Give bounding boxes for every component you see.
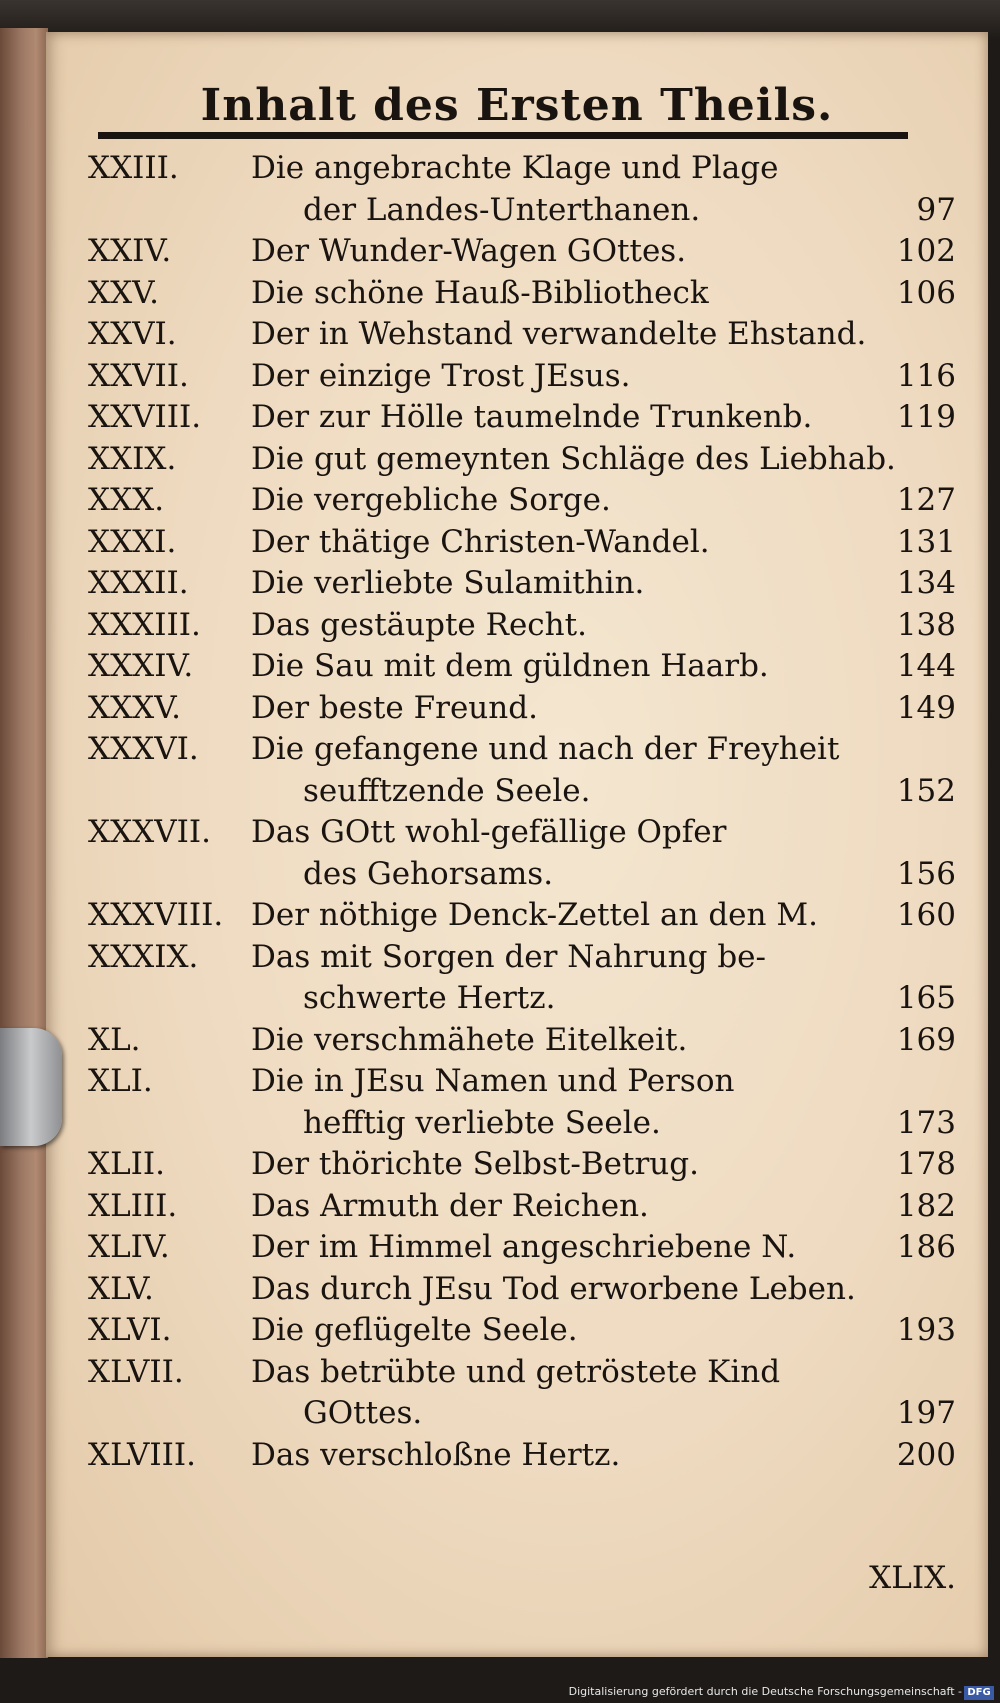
entry-title: Der nöthige Denck-Zettel an den M. bbox=[251, 897, 818, 933]
entry-number: XXXVII. bbox=[88, 814, 211, 850]
entry-page-number: 186 bbox=[896, 1229, 956, 1265]
entry-page-number: 116 bbox=[896, 357, 956, 394]
entry-title: Die verliebte Sulamithin. bbox=[251, 565, 645, 601]
entry-number: XLVII. bbox=[88, 1353, 184, 1390]
entry-title: des Gehorsams. bbox=[303, 855, 554, 892]
entry-number: XXXVIII. bbox=[88, 897, 224, 933]
entry-number: XLIV. bbox=[88, 1229, 170, 1265]
toc-entry bbox=[46, 441, 988, 483]
entry-title: Der thätige Christen-Wandel. bbox=[251, 523, 710, 560]
entry-page-number: 106 bbox=[896, 274, 956, 311]
toc-entry bbox=[46, 897, 988, 939]
entry-number: XXXVI. bbox=[88, 731, 199, 767]
entry-number: XLV. bbox=[88, 1270, 154, 1307]
entry-page-number: 165 bbox=[896, 980, 956, 1016]
entry-title: hefftig verliebte Seele. bbox=[303, 1104, 661, 1141]
book-clasp bbox=[0, 1028, 62, 1146]
book-page bbox=[46, 32, 988, 1657]
toc-entry bbox=[46, 607, 988, 649]
toc-entry bbox=[46, 690, 988, 732]
entry-number: XXIV. bbox=[88, 233, 172, 269]
entry-title: Die gefangene und nach der Freyheit bbox=[251, 731, 840, 767]
entry-page-number: 173 bbox=[896, 1104, 956, 1141]
entry-title: der Landes-Unterthanen. bbox=[303, 191, 701, 228]
entry-title: Das Armuth der Reichen. bbox=[251, 1187, 649, 1224]
page-header: Inhalt des Ersten Theils. bbox=[200, 80, 834, 131]
entry-page-number: 138 bbox=[896, 606, 956, 643]
toc-entry bbox=[46, 233, 988, 275]
entry-title: Das mit Sorgen der Nahrung be- bbox=[251, 938, 766, 975]
entry-page-number: 152 bbox=[896, 772, 956, 809]
toc-entry bbox=[46, 1271, 988, 1313]
entry-number: XL. bbox=[88, 1021, 141, 1058]
entry-title: Die vergebliche Sorge. bbox=[251, 482, 611, 518]
entry-page-number: 131 bbox=[896, 523, 956, 560]
toc-entry bbox=[46, 316, 988, 358]
header-rule bbox=[98, 132, 908, 139]
toc-entry bbox=[46, 1229, 988, 1271]
entry-page-number: 160 bbox=[896, 897, 956, 933]
entry-page-number: 178 bbox=[896, 1146, 956, 1182]
entry-number: XLII. bbox=[88, 1146, 166, 1182]
toc-entry bbox=[46, 939, 988, 1022]
entry-title: Der in Wehstand verwandelte Ehstand. bbox=[251, 316, 867, 352]
entry-title: Der im Himmel angeschriebene N. bbox=[251, 1229, 797, 1265]
entry-page-number: 169 bbox=[896, 1021, 956, 1058]
entry-number: XXXI. bbox=[88, 523, 177, 560]
entry-title: Der beste Freund. bbox=[251, 689, 538, 726]
entry-page-number: 144 bbox=[896, 648, 956, 684]
entry-number: XXXIII. bbox=[88, 606, 201, 643]
entry-number: XXVIII. bbox=[88, 399, 202, 435]
entry-title: Die in JEsu Namen und Person bbox=[251, 1063, 735, 1099]
toc-entry bbox=[46, 1354, 988, 1437]
entry-number: XLI. bbox=[88, 1063, 153, 1099]
entry-page-number: 119 bbox=[896, 399, 956, 435]
entry-page-number: 197 bbox=[896, 1395, 956, 1431]
entry-title: Das gestäupte Recht. bbox=[251, 606, 587, 643]
dfg-logo: DFG bbox=[964, 1686, 994, 1700]
entry-title: Der zur Hölle taumelnde Trunkenb. bbox=[251, 399, 813, 435]
toc-entry bbox=[46, 399, 988, 441]
entry-title: seufftzende Seele. bbox=[303, 772, 591, 809]
toc-entry bbox=[46, 731, 988, 814]
toc-entry bbox=[46, 150, 988, 233]
entry-number: XXIII. bbox=[88, 150, 179, 186]
toc-entry bbox=[46, 648, 988, 690]
entry-number: XXX. bbox=[88, 482, 165, 518]
entry-title: Der einzige Trost JEsus. bbox=[251, 357, 631, 394]
entry-title: Der Wunder-Wagen GOttes. bbox=[251, 233, 687, 269]
entry-title: schwerte Hertz. bbox=[303, 980, 556, 1016]
entry-title: GOttes. bbox=[303, 1395, 423, 1431]
toc-entry bbox=[46, 1188, 988, 1230]
entry-page-number: 149 bbox=[896, 689, 956, 726]
toc-entry bbox=[46, 524, 988, 566]
toc-entry bbox=[46, 1312, 988, 1354]
entry-number: XXXII. bbox=[88, 565, 189, 601]
entry-title: Das verschloßne Hertz. bbox=[251, 1436, 621, 1473]
toc-entry bbox=[46, 275, 988, 317]
entry-title: Die Sau mit dem güldnen Haarb. bbox=[251, 648, 769, 684]
entry-title: Die angebrachte Klage und Plage bbox=[251, 150, 779, 186]
toc-entry bbox=[46, 814, 988, 897]
toc-entry bbox=[46, 1022, 988, 1064]
entry-page-number: 102 bbox=[896, 233, 956, 269]
entry-page-number: 134 bbox=[896, 565, 956, 601]
entry-number: XXXIX. bbox=[88, 938, 199, 975]
entry-page-number: 200 bbox=[896, 1436, 956, 1473]
toc-entry bbox=[46, 1063, 988, 1146]
catchword: XLIX. bbox=[869, 1560, 956, 1596]
funding-credit: Digitalisierung gefördert durch die Deutsche Forschungsgemeinschaft - bbox=[568, 1685, 962, 1698]
entry-page-number: 193 bbox=[896, 1312, 956, 1348]
entry-number: XXXV. bbox=[88, 689, 182, 726]
entry-title: Die gut gemeynten Schläge des Liebhab. bbox=[251, 440, 896, 477]
entry-page-number: 182 bbox=[896, 1187, 956, 1224]
entry-number: XXIX. bbox=[88, 440, 177, 477]
toc-entry bbox=[46, 358, 988, 400]
entry-number: XXV. bbox=[88, 274, 159, 311]
toc-entry bbox=[46, 482, 988, 524]
book-spine bbox=[0, 28, 48, 1658]
entry-title: Die geflügelte Seele. bbox=[251, 1312, 578, 1348]
entry-title: Das durch JEsu Tod erworbene Leben. bbox=[251, 1270, 856, 1307]
entry-title: Die schöne Hauß-Bibliotheck bbox=[251, 274, 709, 311]
entry-number: XXXIV. bbox=[88, 648, 194, 684]
entry-number: XXVI. bbox=[88, 316, 177, 352]
entry-page-number: 156 bbox=[896, 855, 956, 892]
entry-number: XLVIII. bbox=[88, 1436, 196, 1473]
entry-number: XLVI. bbox=[88, 1312, 172, 1348]
entry-number: XLIII. bbox=[88, 1187, 178, 1224]
toc-entry bbox=[46, 565, 988, 607]
entry-title: Das GOtt wohl-gefällige Opfer bbox=[251, 814, 727, 850]
toc-entry bbox=[46, 1437, 988, 1479]
entry-page-number: 127 bbox=[896, 482, 956, 518]
entry-title: Der thörichte Selbst-Betrug. bbox=[251, 1146, 699, 1182]
entry-title: Das betrübte und getröstete Kind bbox=[251, 1353, 781, 1390]
toc-entry bbox=[46, 1146, 988, 1188]
entry-title: Die verschmähete Eitelkeit. bbox=[251, 1021, 688, 1058]
entry-page-number: 97 bbox=[916, 191, 956, 228]
entry-number: XXVII. bbox=[88, 357, 189, 394]
